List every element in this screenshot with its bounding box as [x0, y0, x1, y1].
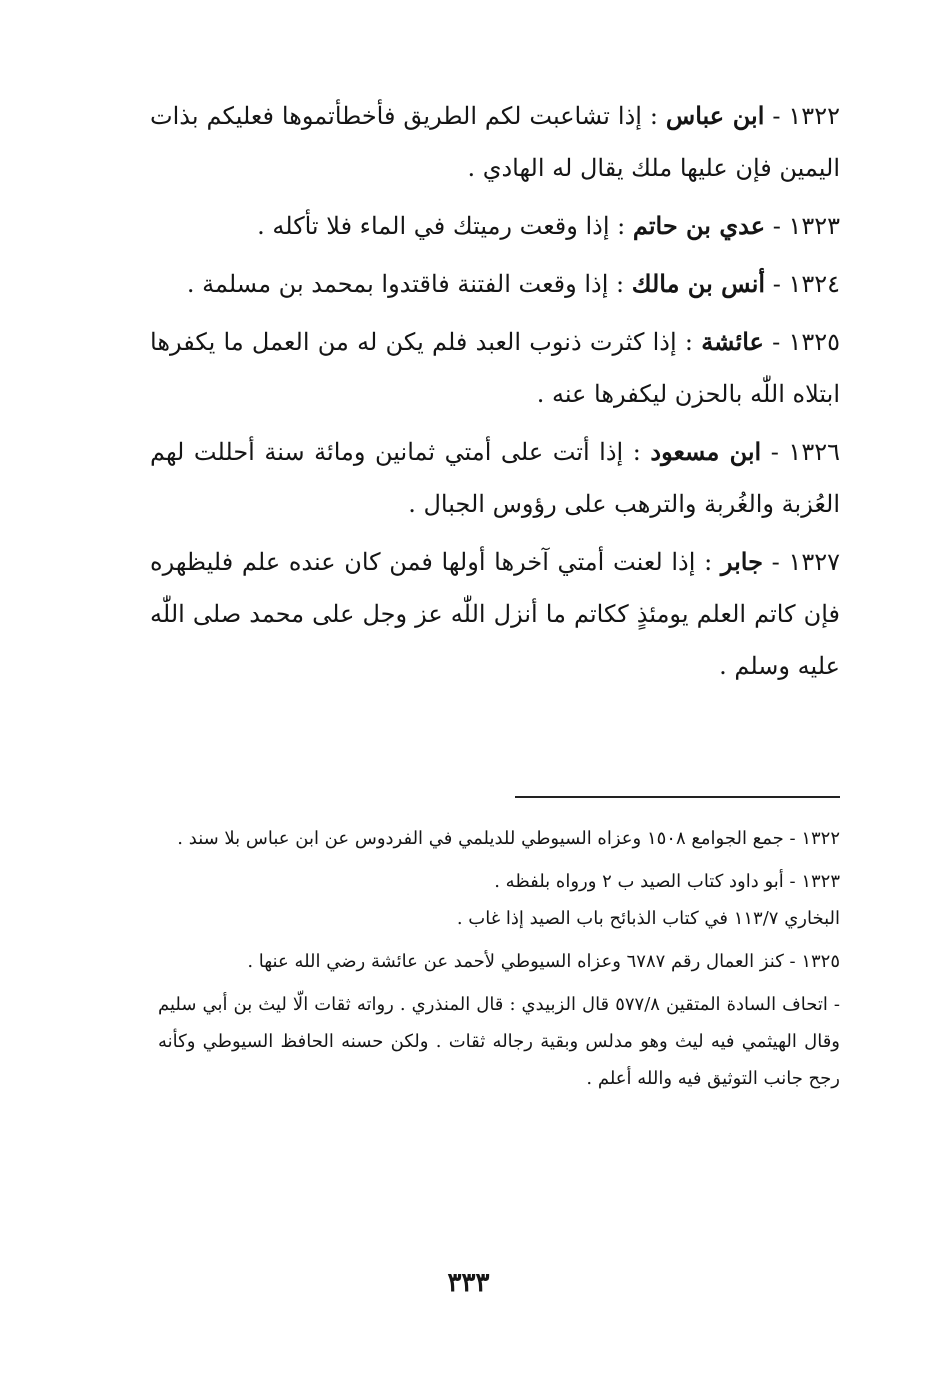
hadith-entry: [150, 426, 840, 530]
hadith-number: ١٣٢٦: [788, 438, 840, 466]
hadith-narrator: عدي بن حاتم: [632, 211, 766, 240]
dash: -: [772, 102, 781, 130]
hadith-number: ١٣٢٢: [788, 102, 840, 130]
hadith-entry: [150, 90, 840, 194]
hadith-number: ١٣٢٤: [788, 270, 840, 298]
footnote-line: - اتحاف السادة المتقين ٥٧٧/٨ قال الزبيدي : قال المنذري . رواته ثقات الّا ليث بن أبي سليم وقال الهيثمي فيه ليث وهو مدلس وبقية رجاله ثقات . ولكن حسنه الحافظ السيوطي وكأنه رجح جانب التوثيق فيه والله أعلم .: [158, 994, 840, 1089]
page-number: ٣٣٣: [447, 1268, 490, 1298]
dash: -: [771, 548, 780, 576]
hadith-text: إذا تشاعبت لكم الطريق فأخطأتموها فعليكم بذات اليمين فإن عليها ملك يقال له الهادي .: [150, 102, 840, 182]
dash: -: [772, 328, 781, 356]
hadith-narrator: ابن عباس: [665, 101, 765, 130]
hadith-narrator: جابر: [720, 547, 763, 576]
hadith-narrator: عائشة: [701, 327, 764, 356]
footnotes: [158, 820, 840, 1103]
footnote-line: ١٣٢٣ - أبو داود كتاب الصيد ب ٢ ورواه بلفظه .: [494, 871, 840, 892]
colon: :: [649, 102, 658, 130]
hadith-narrator: أنس بن مالك: [631, 269, 766, 298]
colon: :: [617, 212, 626, 240]
footnote-line: ١٣٢٥ - كنز العمال رقم ٦٧٨٧ وعزاه السيوطي لأحمد عن عائشة رضي الله عنها .: [247, 951, 840, 972]
hadith-text: إذا وقعت الفتنة فاقتدوا بمحمد بن مسلمة .: [186, 270, 609, 298]
footnote: [158, 820, 840, 857]
footnote-line: البخاري ١١٣/٧ في كتاب الذبائح باب الصيد إذا غاب .: [456, 908, 840, 929]
footnote-separator: [515, 796, 840, 798]
hadith-text: إذا كثرت ذنوب العبد فلم يكن له من العمل ما يكفرها ابتلاه اللّٰه بالحزن ليكفرها عنه .: [150, 328, 840, 408]
hadith-number: ١٣٢٣: [788, 212, 840, 240]
hadith-entry: [150, 200, 840, 252]
hadith-number: ١٣٢٥: [788, 328, 840, 356]
footnote-line: ١٣٢٢ - جمع الجوامع ١٥٠٨ وعزاه السيوطي للديلمي في الفردوس عن ابن عباس بلا سند .: [177, 828, 840, 849]
colon: :: [616, 270, 625, 298]
footnote: [158, 986, 840, 1097]
colon: :: [684, 328, 693, 356]
footnote: [158, 943, 840, 980]
hadith-entry: [150, 316, 840, 420]
hadith-text: إذا أتت على أمتي ثمانين ومائة سنة أحللت لهم العُزبة والغُربة والترهب على رؤوس الجبال .: [150, 438, 840, 518]
hadith-narrator: ابن مسعود: [650, 437, 762, 466]
dash: -: [770, 438, 779, 466]
colon: :: [704, 548, 713, 576]
dash: -: [772, 270, 781, 298]
dash: -: [772, 212, 781, 240]
hadith-entry: [150, 258, 840, 310]
hadith-entry: [150, 536, 840, 692]
hadith-entries: [150, 90, 840, 698]
hadith-text: إذا لعنت أمتي آخرها أولها فمن كان عنده علم فليظهره فإن كاتم العلم يومئذٍ ككاتم ما أنزل اللّٰه عز وجل على محمد صلى اللّٰه عليه وسلم .: [150, 548, 840, 680]
colon: :: [632, 438, 641, 466]
hadith-number: ١٣٢٧: [788, 548, 840, 576]
hadith-text: إذا وقعت رميتك في الماء فلا تأكله .: [257, 212, 610, 240]
footnote: [158, 863, 840, 937]
